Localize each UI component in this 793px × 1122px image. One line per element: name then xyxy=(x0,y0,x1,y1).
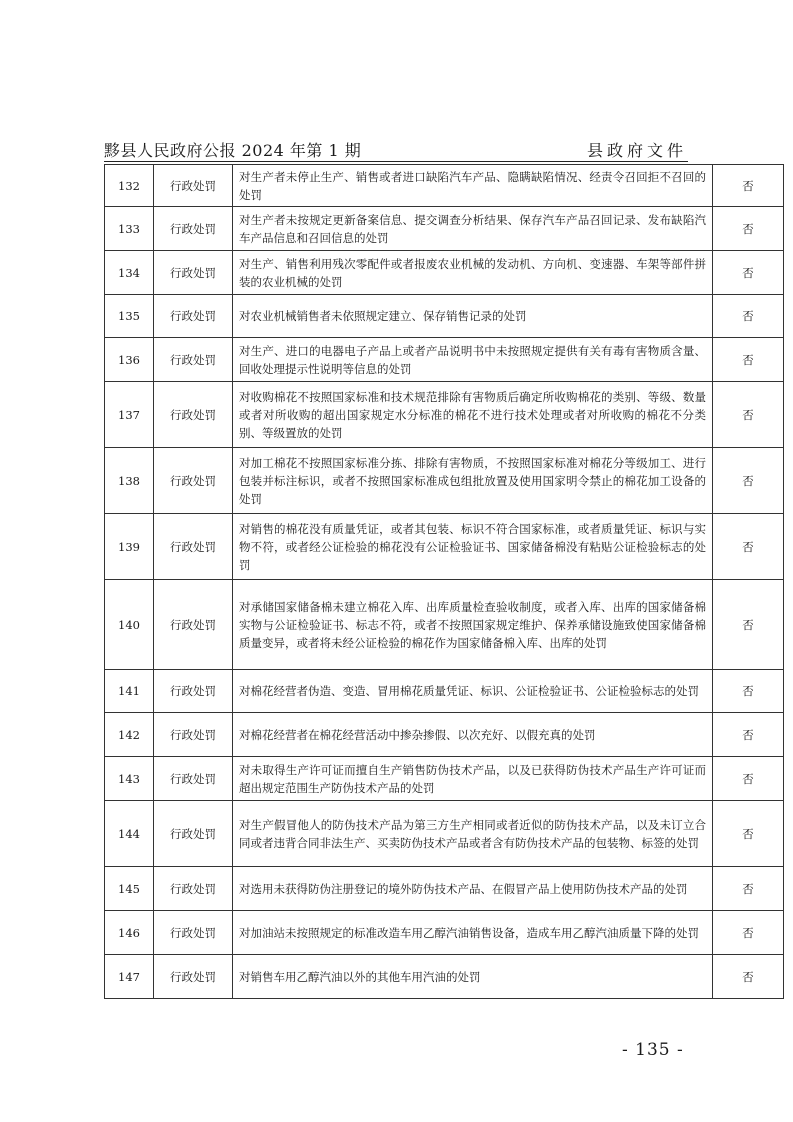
table-row xyxy=(105,165,784,207)
table-row xyxy=(105,514,784,580)
row-flag: 否 xyxy=(713,955,784,999)
header-divider xyxy=(104,161,688,162)
row-number: 141 xyxy=(105,670,154,713)
row-flag: 否 xyxy=(713,670,784,713)
table-row xyxy=(105,713,784,757)
row-flag: 否 xyxy=(713,713,784,757)
table-row xyxy=(105,911,784,955)
row-description: 对未取得生产许可证而擅自生产销售防伪技术产品，以及已获得防伪技术产品生产许可证而超出规定范围生产防伪技术产品的处罚 xyxy=(233,757,713,801)
row-type: 行政处罚 xyxy=(154,670,233,713)
row-flag: 否 xyxy=(713,207,784,251)
table-row xyxy=(105,448,784,514)
row-number: 144 xyxy=(105,801,154,867)
row-flag: 否 xyxy=(713,165,784,207)
table-row xyxy=(105,207,784,251)
row-description: 对棉花经营者在棉花经营活动中掺杂掺假、以次充好、以假充真的处罚 xyxy=(233,713,713,757)
table-row xyxy=(105,670,784,713)
row-type: 行政处罚 xyxy=(154,713,233,757)
row-type: 行政处罚 xyxy=(154,514,233,580)
row-flag: 否 xyxy=(713,867,784,911)
table-row xyxy=(105,338,784,382)
row-description: 对加油站未按照规定的标准改造车用乙醇汽油销售设备，造成车用乙醇汽油质量下降的处罚 xyxy=(233,911,713,955)
page-number: - 135 - xyxy=(622,1040,684,1060)
row-type: 行政处罚 xyxy=(154,757,233,801)
row-number: 147 xyxy=(105,955,154,999)
penalty-items-table xyxy=(104,164,784,999)
row-number: 134 xyxy=(105,251,154,295)
row-type: 行政处罚 xyxy=(154,867,233,911)
row-number: 138 xyxy=(105,448,154,514)
row-flag: 否 xyxy=(713,295,784,338)
table-row xyxy=(105,757,784,801)
row-type: 行政处罚 xyxy=(154,165,233,207)
row-flag: 否 xyxy=(713,514,784,580)
row-number: 140 xyxy=(105,580,154,670)
table-row xyxy=(105,580,784,670)
table-row xyxy=(105,382,784,448)
table-row xyxy=(105,801,784,867)
row-number: 143 xyxy=(105,757,154,801)
row-flag: 否 xyxy=(713,801,784,867)
row-description: 对加工棉花不按照国家标准分拣、排除有害物质，不按照国家标准对棉花分等级加工、进行包装并标注标识，或者不按照国家标准成包组批放置及使用国家明令禁止的棉花加工设备的处罚 xyxy=(233,448,713,514)
row-number: 139 xyxy=(105,514,154,580)
row-type: 行政处罚 xyxy=(154,448,233,514)
row-type: 行政处罚 xyxy=(154,580,233,670)
row-flag: 否 xyxy=(713,382,784,448)
row-type: 行政处罚 xyxy=(154,295,233,338)
row-number: 133 xyxy=(105,207,154,251)
row-description: 对销售车用乙醇汽油以外的其他车用汽油的处罚 xyxy=(233,955,713,999)
row-number: 135 xyxy=(105,295,154,338)
row-number: 146 xyxy=(105,911,154,955)
row-type: 行政处罚 xyxy=(154,911,233,955)
row-description: 对收购棉花不按照国家标准和技术规范排除有害物质后确定所收购棉花的类别、等级、数量或者对所收购的超出国家规定水分标准的棉花不进行技术处理或者对所收购的棉花不分类别、等级置放的处罚 xyxy=(233,382,713,448)
row-description: 对生产者未停止生产、销售或者进口缺陷汽车产品、隐瞒缺陷情况、经责令召回拒不召回的处罚 xyxy=(233,165,713,207)
row-number: 137 xyxy=(105,382,154,448)
row-type: 行政处罚 xyxy=(154,338,233,382)
row-description: 对生产者未按规定更新备案信息、提交调查分析结果、保存汽车产品召回记录、发布缺陷汽车产品信息和召回信息的处罚 xyxy=(233,207,713,251)
row-number: 132 xyxy=(105,165,154,207)
row-flag: 否 xyxy=(713,911,784,955)
row-number: 145 xyxy=(105,867,154,911)
row-type: 行政处罚 xyxy=(154,382,233,448)
row-description: 对承储国家储备棉未建立棉花入库、出库质量检查验收制度，或者入库、出库的国家储备棉实物与公证检验证书、标志不符，或者不按照国家规定维护、保养承储设施致使国家储备棉质量变异，或者将未经公证检验的棉花作为国家储备棉入库、出库的处罚 xyxy=(233,580,713,670)
row-description: 对棉花经营者伪造、变造、冒用棉花质量凭证、标识、公证检验证书、公证检验标志的处罚 xyxy=(233,670,713,713)
row-description: 对生产假冒他人的防伪技术产品为第三方生产相同或者近似的防伪技术产品，以及未订立合同或者违背合同非法生产、买卖防伪技术产品或者含有防伪技术产品的包装物、标签的处罚 xyxy=(233,801,713,867)
row-flag: 否 xyxy=(713,251,784,295)
table-row xyxy=(105,295,784,338)
row-number: 136 xyxy=(105,338,154,382)
row-flag: 否 xyxy=(713,580,784,670)
row-flag: 否 xyxy=(713,757,784,801)
row-description: 对销售的棉花没有质量凭证，或者其包装、标识不符合国家标准，或者质量凭证、标识与实物不符，或者经公证检验的棉花没有公证检验证书、国家储备棉没有粘贴公证检验标志的处罚 xyxy=(233,514,713,580)
row-description: 对生产、销售利用残次零配件或者报废农业机械的发动机、方向机、变速器、车架等部件拼装的农业机械的处罚 xyxy=(233,251,713,295)
table-row xyxy=(105,867,784,911)
section-title: 县政府文件 xyxy=(586,141,687,160)
row-description: 对农业机械销售者未依照规定建立、保存销售记录的处罚 xyxy=(233,295,713,338)
row-description: 对生产、进口的电器电子产品上或者产品说明书中未按照规定提供有关有毒有害物质含量、回收处理提示性说明等信息的处罚 xyxy=(233,338,713,382)
gazette-title: 黟县人民政府公报 2024 年第 1 期 xyxy=(104,141,362,160)
table-row xyxy=(105,955,784,999)
row-type: 行政处罚 xyxy=(154,251,233,295)
table-row xyxy=(105,251,784,295)
table-body xyxy=(105,165,784,999)
row-number: 142 xyxy=(105,713,154,757)
row-type: 行政处罚 xyxy=(154,955,233,999)
row-type: 行政处罚 xyxy=(154,207,233,251)
row-flag: 否 xyxy=(713,338,784,382)
row-type: 行政处罚 xyxy=(154,801,233,867)
row-flag: 否 xyxy=(713,448,784,514)
row-description: 对选用未获得防伪注册登记的境外防伪技术产品、在假冒产品上使用防伪技术产品的处罚 xyxy=(233,867,713,911)
